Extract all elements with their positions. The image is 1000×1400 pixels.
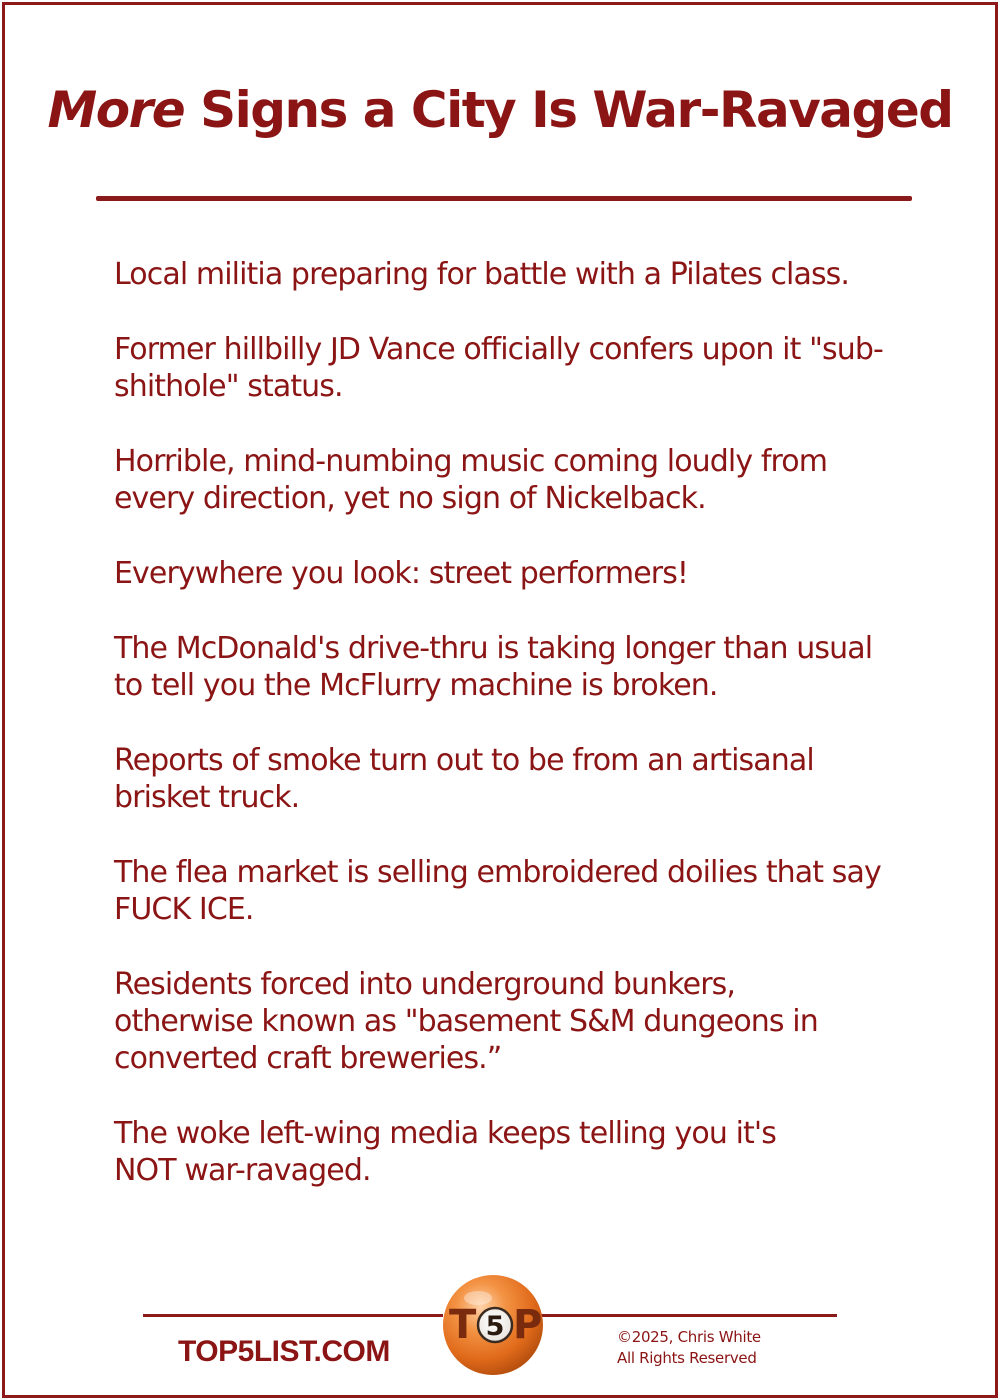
footer-divider-left: [143, 1314, 443, 1317]
list-item: The woke left-wing media keeps telling you it's NOT war-ravaged.: [114, 1116, 776, 1188]
footer-divider-right: [541, 1314, 837, 1317]
title-rest: Signs a City Is War-Ravaged: [200, 81, 953, 139]
list-item: Former hillbilly JD Vance officially confers upon it "sub-shithole" status.: [114, 332, 883, 404]
list-item: Reports of smoke turn out to be from an artisanal brisket truck.: [114, 743, 814, 815]
title-divider: [96, 196, 912, 201]
title-emphasis: More: [47, 81, 185, 139]
page-title: [0, 80, 1000, 140]
copyright: [617, 1327, 761, 1369]
list-item: The McDonald's drive-thru is taking longer than usual to tell you the McFlurry machine is broken.: [114, 631, 873, 703]
logo-letter-right: P: [513, 1302, 543, 1348]
logo-letter-left: T: [449, 1302, 477, 1348]
list-item: The flea market is selling embroidered doilies that say FUCK ICE.: [114, 855, 881, 927]
list-item: Residents forced into underground bunkers, otherwise known as "basement S&M dungeons in converted craft breweries.”: [114, 967, 818, 1076]
logo-number: 5: [485, 1311, 505, 1342]
list-item: Horrible, mind-numbing music coming loudly from every direction, yet no sign of Nickelback.: [114, 444, 828, 516]
list-item: Everywhere you look: street performers!: [114, 556, 689, 591]
site-name[interactable]: TOP5LIST.COM: [178, 1335, 390, 1368]
copyright-line-1: ©2025, Chris White: [617, 1328, 761, 1346]
copyright-line-2: All Rights Reserved: [617, 1349, 757, 1367]
top5-ball-logo-icon: [440, 1272, 546, 1378]
signs-list: [114, 256, 914, 1227]
list-item: Local militia preparing for battle with a Pilates class.: [114, 257, 850, 292]
